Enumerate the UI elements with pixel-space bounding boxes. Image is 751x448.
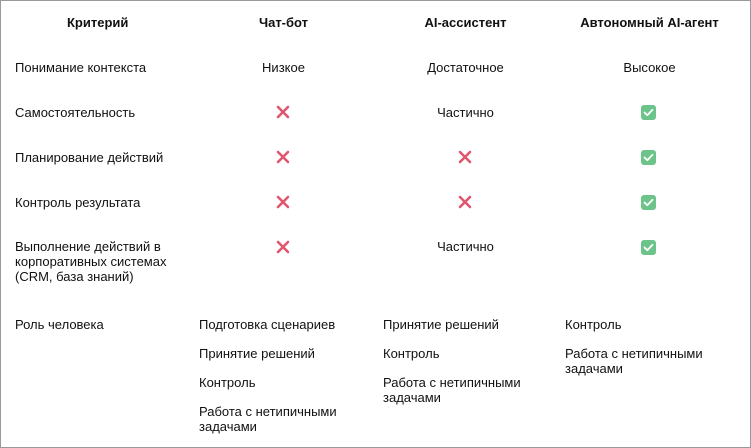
cell-assistant-corporate-actions: Частично xyxy=(437,239,494,254)
row-label-result-control: Контроль результата xyxy=(15,195,141,210)
cell-chatbot-context: Низкое xyxy=(262,60,305,75)
check-icon xyxy=(638,237,658,257)
role-line: Работа с нетипичными xyxy=(565,346,703,361)
header-assistant: AI-ассистент xyxy=(424,15,507,30)
role-line: Работа с нетипичными xyxy=(199,404,337,419)
row-label-corporate-actions xyxy=(15,239,190,284)
role-chatbot-item xyxy=(199,404,369,434)
cross-icon xyxy=(273,102,293,122)
row-label-human-role: Роль человека xyxy=(15,317,104,332)
check-icon xyxy=(638,147,658,167)
row-label-context: Понимание контекста xyxy=(15,60,147,75)
check-icon xyxy=(638,102,658,122)
header-criterion: Критерий xyxy=(67,15,129,30)
cross-icon xyxy=(273,237,293,257)
role-line: задачами xyxy=(199,419,257,434)
row-label-autonomy: Самостоятельность xyxy=(15,105,136,120)
role-line: задачами xyxy=(565,361,623,376)
role-agent-item xyxy=(565,346,740,376)
role-agent-item: Контроль xyxy=(565,317,622,332)
row-label-planning: Планирование действий xyxy=(15,150,164,165)
cross-icon xyxy=(455,147,475,167)
header-chatbot: Чат-бот xyxy=(258,15,309,30)
row-label-line: корпоративных системах xyxy=(15,254,167,269)
cell-agent-context: Высокое xyxy=(623,60,676,75)
role-chatbot-item: Контроль xyxy=(199,375,256,390)
role-line: Работа с нетипичными xyxy=(383,375,521,390)
role-line: задачами xyxy=(383,390,441,405)
check-icon xyxy=(638,192,658,212)
row-label-line: Выполнение действий в xyxy=(15,239,161,254)
role-assistant-item: Принятие решений xyxy=(383,317,499,332)
cell-assistant-autonomy: Частично xyxy=(437,105,494,120)
row-label-line: (CRM, база знаний) xyxy=(15,269,134,284)
role-assistant-item xyxy=(383,375,558,405)
cross-icon xyxy=(273,192,293,212)
cell-assistant-context: Достаточное xyxy=(427,60,504,75)
cross-icon xyxy=(273,147,293,167)
role-chatbot-item: Подготовка сценариев xyxy=(199,317,336,332)
role-assistant-item: Контроль xyxy=(383,346,440,361)
cross-icon xyxy=(455,192,475,212)
role-chatbot-item: Принятие решений xyxy=(199,346,315,361)
header-agent: Автономный AI-агент xyxy=(580,15,719,30)
